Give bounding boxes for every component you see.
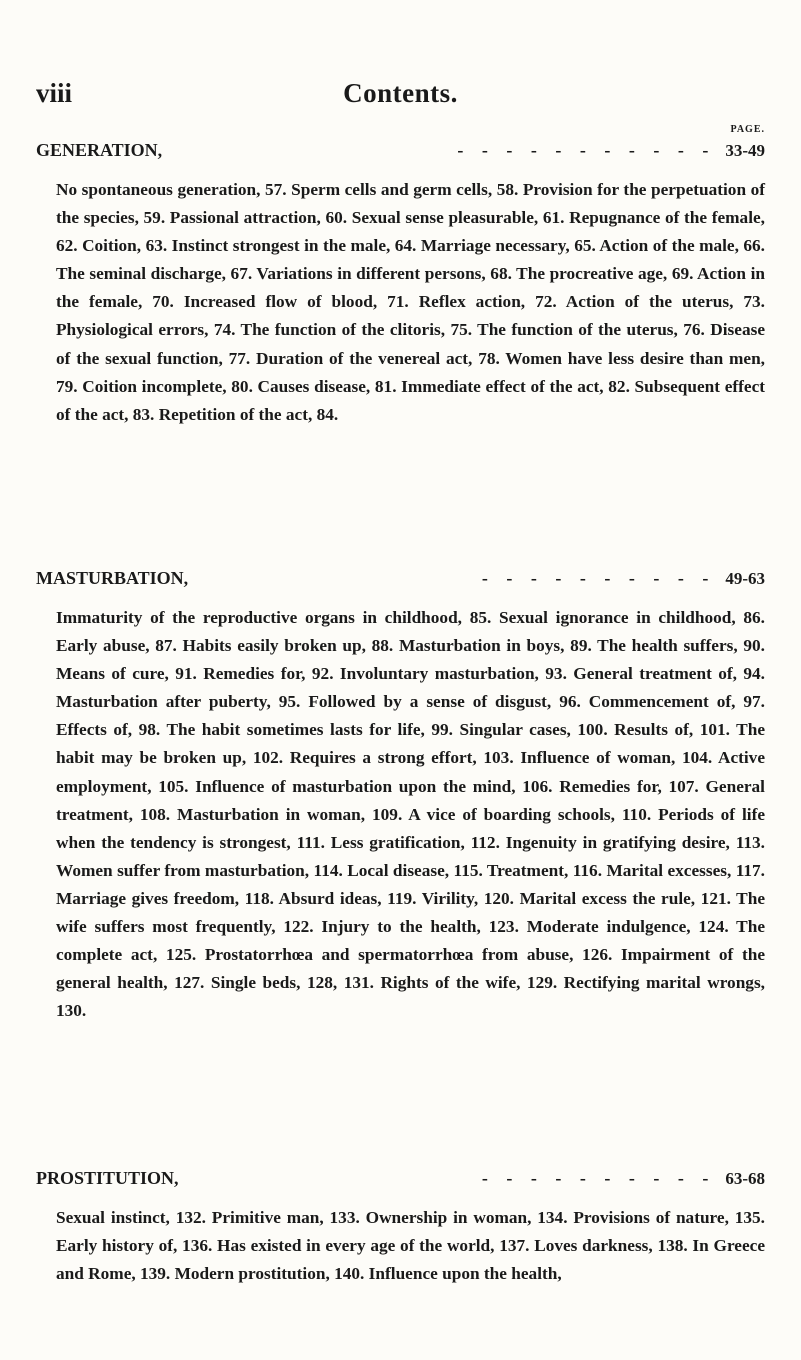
entry-summary: No spontaneous generation, 57. Sperm cells and germ cells, 58. Provision for the perpetuation of the species, 59. Passional attraction, 60. Sexual sense pleasurable, 61. Repugnance of the female, 62. Coition, 63. Instinct strongest in the male, 64. Marriage necessary, 65. Action of the male, 66. The seminal discharge, 67. Variations in different persons, 68. The procreative age, 69. Action in the female, 70. Increased flow of blood, 71. Reflex action, 72. Action of the uterus, 73. Physiological errors, 74. The function of the clitoris, 75. The function of the uterus, 76. Disease of the sexual function, 77. Duration of the venereal act, 78. Women have less desire than men, 79. Coition incomplete, 80. Causes disease, 81. Immediate effect of the act, 82. Subsequent effect of the act, 83. Repetition of the act, 84. (56, 180, 765, 424)
page-number: viii (36, 78, 73, 108)
leader-dots: - - - - - - - - - - - (457, 140, 716, 160)
entry-heading (36, 140, 765, 168)
page-title: Contents. (343, 78, 458, 108)
contents-entry-prostitution (36, 1168, 765, 1288)
page-range: 49-63 (725, 569, 765, 588)
leader-dots: - - - - - - - - - - (481, 568, 716, 588)
page-range: 33-49 (725, 141, 765, 160)
entry-heading (36, 568, 765, 596)
contents-entry-masturbation (36, 568, 765, 1025)
entry-summary: Immaturity of the reproductive organs in childhood, 85. Sexual ignorance in childhood, 86. Early abuse, 87. Habits easily broken up, 88. Masturbation in boys, 89. The health suffers, 90. Means of cure, 91. Remedies for, 92. Involuntary masturbation, 93. General treatment of, 94. Masturbation after puberty, 95. Followed by a sense of disgust, 96. Commencement of, 97. Effects of, 98. The habit sometimes lasts for life, 99. Singular cases, 100. Results of, 101. The habit may be broken up, 102. Requires a strong effort, 103. Influence of woman, 104. Active employment, 105. Influence of masturbation upon the mind, 106. Remedies for, 107. General treatment, 108. Masturbation in woman, 109. A vice of boarding schools, 110. Periods of life when the tendency is strongest, 111. Less gratification, 112. Ingenuity in gratifying desire, 113. Women suffer from masturbation, 114. Local disease, 115. Treatment, 116. Marital excesses, 117. Marriage gives freedom, 118. Absurd ideas, 119. Virility, 120. Marital excess the rule, 121. The wife suffers most frequently, 122. Injury to the health, 123. Moderate indulgence, 124. The complete act, 125. Prostatorrhœa and spermatorrhœa from abuse, 126. Impairment of the general health, 127. Single beds, 128, 131. Rights of the wife, 129. Rectifying marital wrongs, 130. (56, 608, 765, 1021)
entry-title: PROSTITUTION, (36, 1168, 179, 1188)
leader-dots: - - - - - - - - - - (481, 1168, 716, 1188)
running-head (36, 78, 765, 108)
page-range: 63-68 (725, 1169, 765, 1188)
entry-title: GENERATION, (36, 140, 163, 160)
entry-heading (36, 1168, 765, 1196)
contents-entry-generation (36, 140, 765, 429)
entry-summary: Sexual instinct, 132. Primitive man, 133. Ownership in woman, 134. Provisions of nature, 135. Early history of, 136. Has existed in every age of the world, 137. Loves darkness, 138. In Greece and Rome, 139. Modern prostitution, 140. Influence upon the health, (56, 1208, 765, 1284)
entry-title: MASTURBATION, (36, 568, 189, 588)
page-column-label: PAGE. (730, 124, 765, 135)
